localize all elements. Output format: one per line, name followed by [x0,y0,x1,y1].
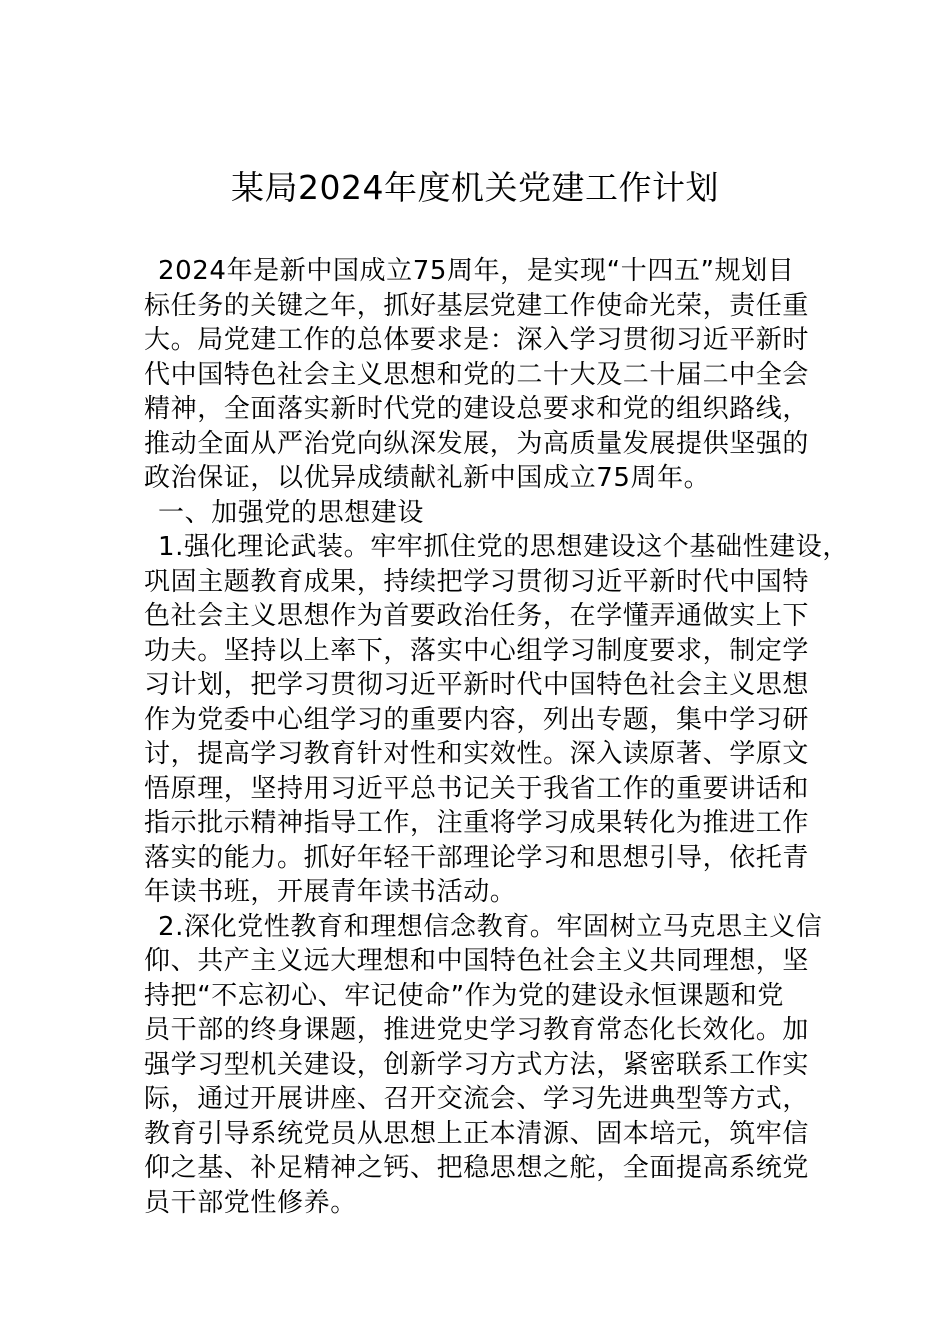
item1-paragraph-line: 色社会主义思想作为首要政治任务，在学懂弄通做实上下 [144,601,810,631]
item2-paragraph-line: 2.深化党性教育和理想信念教育。牢固树立马克思主义信 [158,911,823,942]
intro-paragraph-line: 2024年是新中国成立75周年，是实现“十四五”规划目 [158,256,795,286]
intro-paragraph-line: 大。局党建工作的总体要求是：深入学习贯彻习近平新时 [144,325,810,355]
document-body [144,254,850,1220]
item2-paragraph-line: 强学习型机关建设，创新学习方式方法，紧密联系工作实 [144,1049,810,1080]
item1-paragraph-line: 落实的能力。抓好年轻干部理论学习和思想引导，依托青 [144,842,810,873]
intro-paragraph-line: 标任务的关键之年，抓好基层党建工作使命光荣，责任重 [144,290,810,321]
item1-paragraph-line: 作为党委中心组学习的重要内容，列出专题，集中学习研 [144,704,810,735]
intro-paragraph-line: 精神，全面落实新时代党的建设总要求和党的组织路线， [144,394,810,424]
item2-paragraph-line: 仰、共产主义远大理想和中国特色社会主义共同理想，坚 [144,946,810,976]
intro-paragraph-line: 推动全面从严治党向纵深发展，为高质量发展提供坚强的 [144,428,810,459]
item1-paragraph-line: 习计划，把学习贯彻习近平新时代中国特色社会主义思想 [144,670,810,700]
intro-paragraph-line: 代中国特色社会主义思想和党的二十大及二十届二中全会 [144,359,810,390]
item1-paragraph-line: 指示批示精神指导工作，注重将学习成果转化为推进工作 [144,808,810,838]
section-heading: 一、加强党的思想建设 [158,497,425,528]
item1-paragraph-line: 讨，提高学习教育针对性和实效性。深入读原著、学原文 [144,739,810,769]
item1-paragraph-line: 悟原理，坚持用习近平总书记关于我省工作的重要讲话和 [144,773,810,804]
item2-paragraph-line: 仰之基、补足精神之钙、把稳思想之舵，全面提高系统党 [144,1153,810,1183]
item1-paragraph-line: 年读书班，开展青年读书活动。 [144,877,517,907]
document-title: 某局2024年度机关党建工作计划 [231,168,719,207]
item2-paragraph-line: 持把“不忘初心、牢记使命”作为党的建设永恒课题和党 [144,980,784,1011]
item1-paragraph-line: 1.强化理论武装。牢牢抓住党的思想建设这个基础性建设， [158,532,850,562]
intro-paragraph-line: 政治保证，以优异成绩献礼新中国成立75周年。 [144,463,711,493]
item2-paragraph-line: 教育引导系统党员从思想上正本清源、固本培元，筑牢信 [144,1118,810,1149]
item1-paragraph-line: 功夫。坚持以上率下，落实中心组学习制度要求，制定学 [144,635,810,666]
item2-paragraph-line: 员干部党性修养。 [144,1187,357,1218]
item2-paragraph-line: 员干部的终身课题，推进党史学习教育常态化长效化。加 [144,1015,810,1045]
item2-paragraph-line: 际，通过开展讲座、召开交流会、学习先进典型等方式， [144,1084,810,1114]
item1-paragraph-line: 巩固主题教育成果，持续把学习贯彻习近平新时代中国特 [144,566,810,597]
